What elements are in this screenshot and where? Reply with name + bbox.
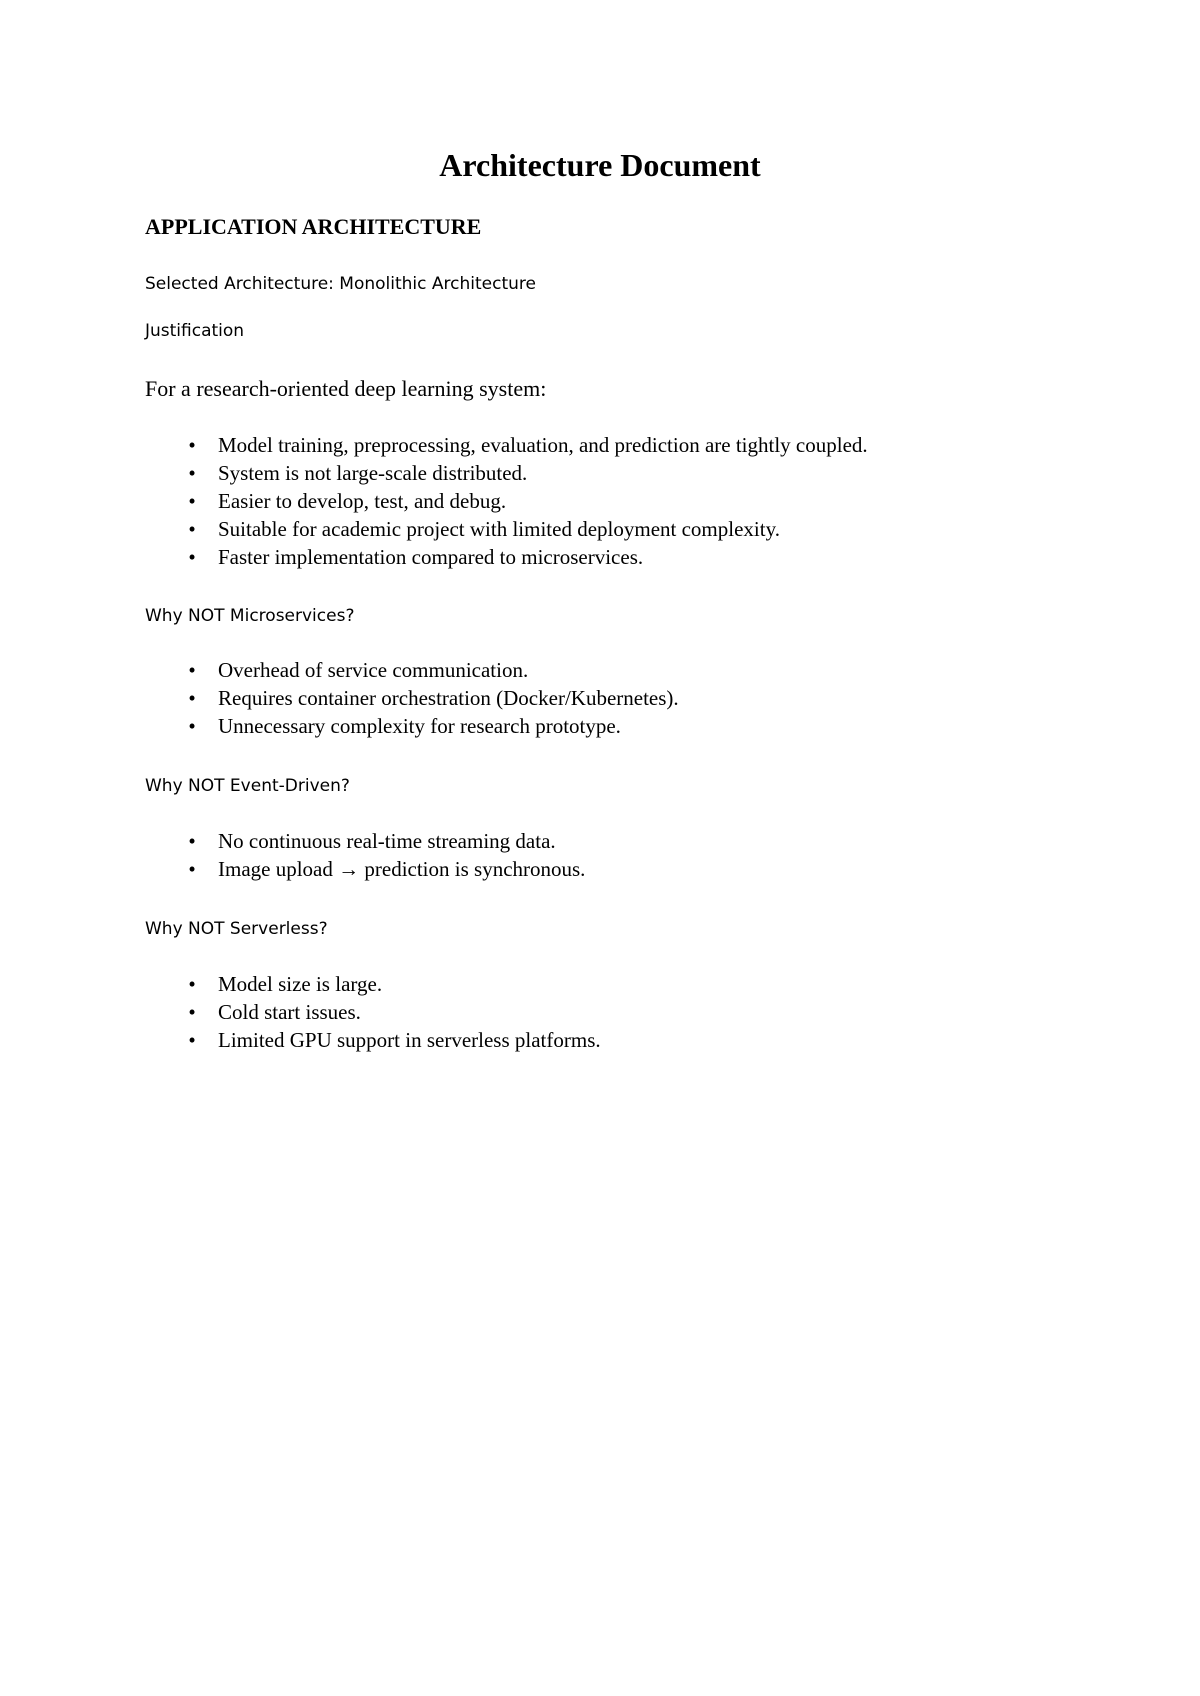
bullet-icon: • [188,714,196,738]
list-item [145,431,868,459]
list-item [145,543,868,571]
intro-paragraph: For a research-oriented deep learning system: [145,376,547,401]
list-item-text: Faster implementation compared to microservices. [218,545,644,569]
selected-architecture-line: Selected Architecture: Monolithic Architecture [145,274,536,294]
list-item-text: Model size is large. [218,972,383,996]
list-item [145,712,679,740]
bullet-icon: • [188,545,196,569]
list-item-text: Limited GPU support in serverless platforms. [218,1028,601,1052]
bullet-icon: • [188,489,196,513]
justification-list [145,431,868,571]
bullet-icon: • [188,658,196,682]
bullet-icon: • [188,433,196,457]
bullet-icon: • [188,686,196,710]
list-item-text: Suitable for academic project with limited deployment complexity. [218,517,780,541]
microservices-heading: Why NOT Microservices? [145,606,355,626]
bullet-icon: • [188,517,196,541]
list-item [145,855,585,883]
list-item [145,827,585,855]
document-title: Architecture Document [439,147,761,183]
list-item-text: System is not large-scale distributed. [218,461,528,485]
justification-label: Justification [145,321,245,341]
list-item [145,656,679,684]
list-item [145,487,868,515]
list-item [145,998,601,1026]
bullet-icon: • [188,829,196,853]
event-driven-list [145,827,585,883]
list-item [145,515,868,543]
bullet-icon: • [188,1028,196,1052]
list-item [145,459,868,487]
section-heading: APPLICATION ARCHITECTURE [145,214,482,239]
list-item-text: Cold start issues. [218,1000,361,1024]
list-item-text: Model training, preprocessing, evaluation, and prediction are tightly coupled. [218,433,868,457]
bullet-icon: • [188,857,196,881]
serverless-list [145,970,601,1054]
list-item-text: Overhead of service communication. [218,658,529,682]
list-item [145,1026,601,1054]
event-driven-heading: Why NOT Event-Driven? [145,776,350,796]
list-item-text: Image upload → prediction is synchronous. [218,857,586,881]
list-item [145,684,679,712]
list-item-text: Unnecessary complexity for research prototype. [218,714,621,738]
microservices-list [145,656,679,740]
bullet-icon: • [188,1000,196,1024]
list-item-text: Easier to develop, test, and debug. [218,489,507,513]
list-item-text: Requires container orchestration (Docker/Kubernetes). [218,686,679,710]
bullet-icon: • [188,972,196,996]
bullet-icon: • [188,461,196,485]
list-item [145,970,601,998]
list-item-text: No continuous real-time streaming data. [218,829,556,853]
serverless-heading: Why NOT Serverless? [145,919,328,939]
